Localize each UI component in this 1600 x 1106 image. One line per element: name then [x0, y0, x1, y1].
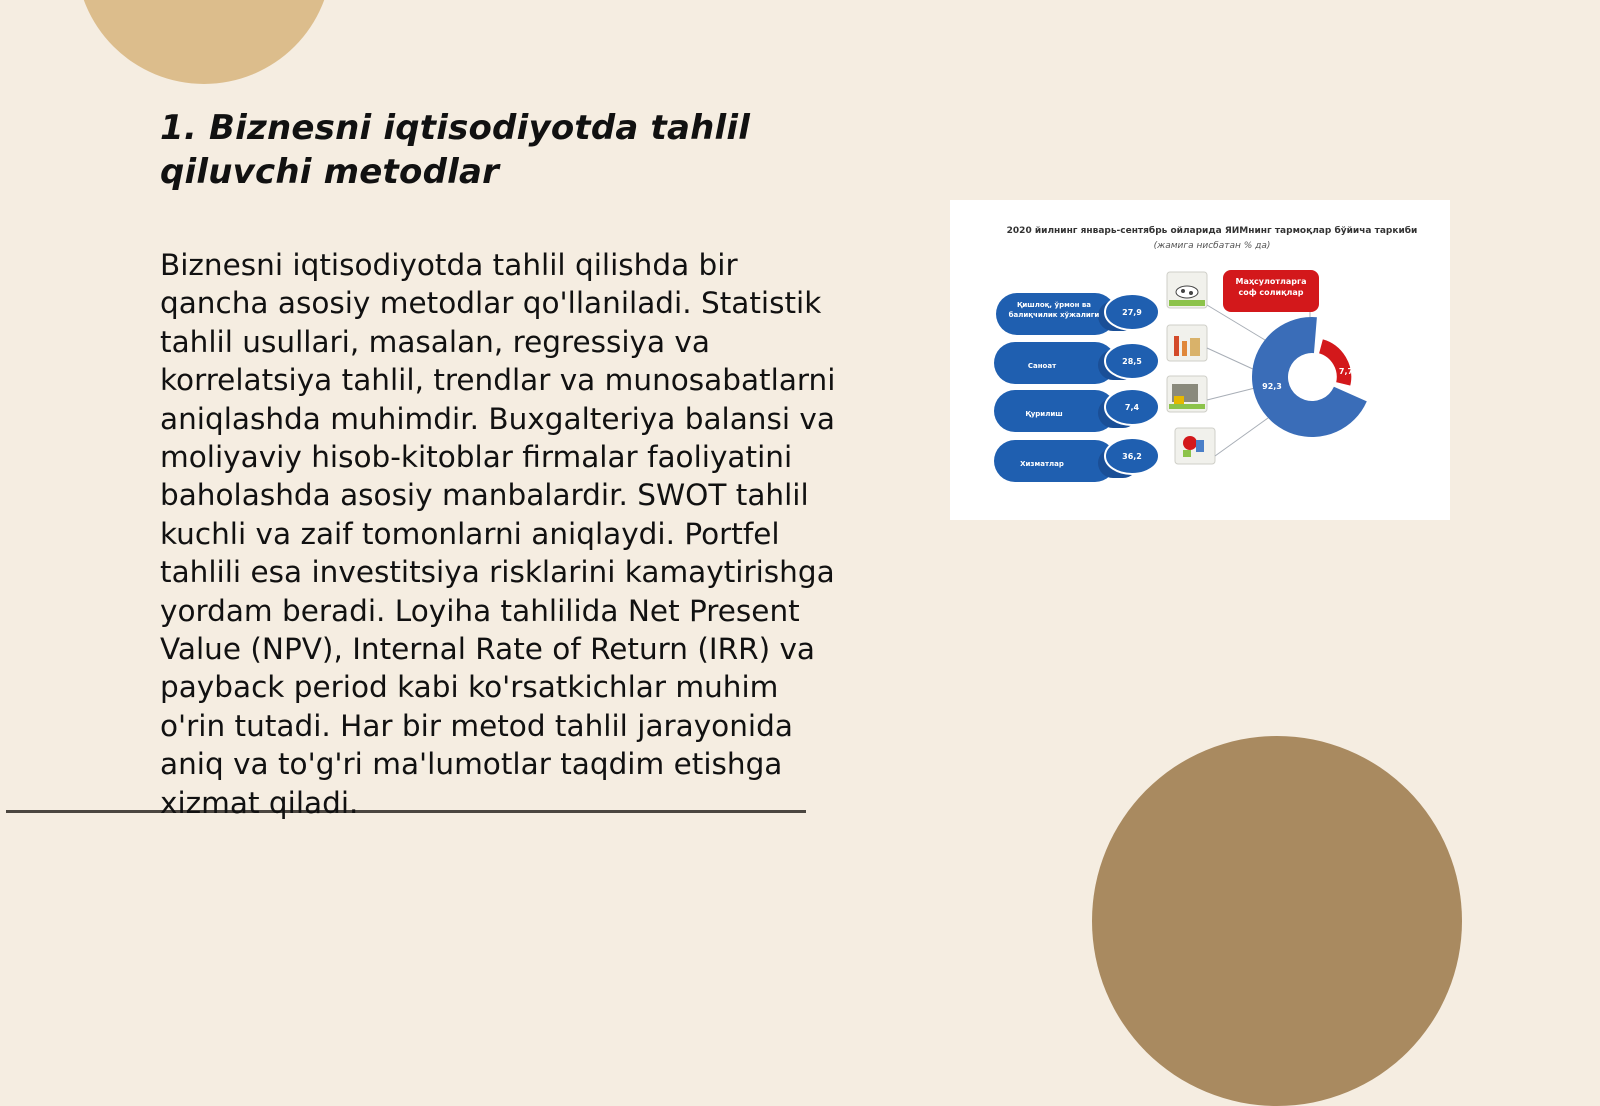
decorative-circle-bottom: [1092, 736, 1462, 1106]
sector-value-services: 36,2: [1122, 452, 1142, 461]
sector-row-industry: [994, 342, 1159, 384]
sector-value-industry: 28,5: [1122, 357, 1142, 366]
donut-value-tax: 7,7: [1338, 367, 1354, 376]
sector-label-services: Хизматлар: [1020, 460, 1064, 468]
cow-icon: [1167, 272, 1207, 308]
sector-row-construction: [994, 389, 1159, 432]
factory-icon: [1167, 325, 1207, 361]
figure-title: 2020 йилнинг январь-сентябрь ойларида ЯИМнинг тармоқлар бўйича таркиби: [1006, 226, 1418, 236]
donut-value-main: 92,3: [1262, 382, 1282, 391]
sector-value-construction: 7,4: [1124, 403, 1140, 412]
sector-row-agriculture: [996, 293, 1159, 335]
sector-label-construction: Қурилиш: [1025, 410, 1063, 418]
sector-value-agriculture: 27,9: [1122, 308, 1142, 317]
net-taxes-badge-label: Маҳсулотларга соф солиқлар: [1235, 277, 1307, 297]
figure-subtitle: (жамига нисбатан % да): [1153, 241, 1271, 251]
net-taxes-badge: [1223, 270, 1319, 312]
slide-body-text: Biznesni iqtisodiyotda tahlil qilishda bir qancha asosiy metodlar qo'llaniladi. Statistik tahlil usullari, masalan, regressiya va korrelatsiya tahlil, trendlar va munosabatlarni aniqlashda muhimdir. Buxgalteriya balansi va moliyaviy hisob-kitoblar firmalar faoliyatini baholashda asosiy manbalardir. SWOT tahlil kuchli va zaif tomonlarni aniqlaydi. Portfel tahlili esa investitsiya risklarini kamaytirishga yordam beradi. Loyiha tahlilida Net Present Value (NPV), Internal Rate of Return (IRR) va payback period kabi ko'rsatkichlar muhim o'rin tutadi. Har bir metod tahlil jarayonida aniq va to'g'ri ma'lumotlar taqdim etishga xizmat qiladi.: [160, 248, 836, 820]
construction-icon: [1167, 376, 1207, 412]
decorative-circle-top: [76, 0, 332, 84]
sector-label-industry: Саноат: [1027, 362, 1057, 370]
sector-row-services: [994, 438, 1159, 482]
sector-label-agriculture: Қишлоқ, ўрмон ва балиқчилик хўжалиги: [1008, 301, 1100, 319]
slide-title-line-2: qiluvchi metodlar: [160, 152, 500, 192]
gdp-structure-figure: [950, 200, 1450, 520]
gdp-donut: [1252, 317, 1367, 437]
slide-title: [160, 106, 860, 194]
services-icon: [1175, 428, 1215, 464]
slide-title-line-1: 1. Biznesni iqtisodiyotda tahlil: [160, 108, 751, 148]
